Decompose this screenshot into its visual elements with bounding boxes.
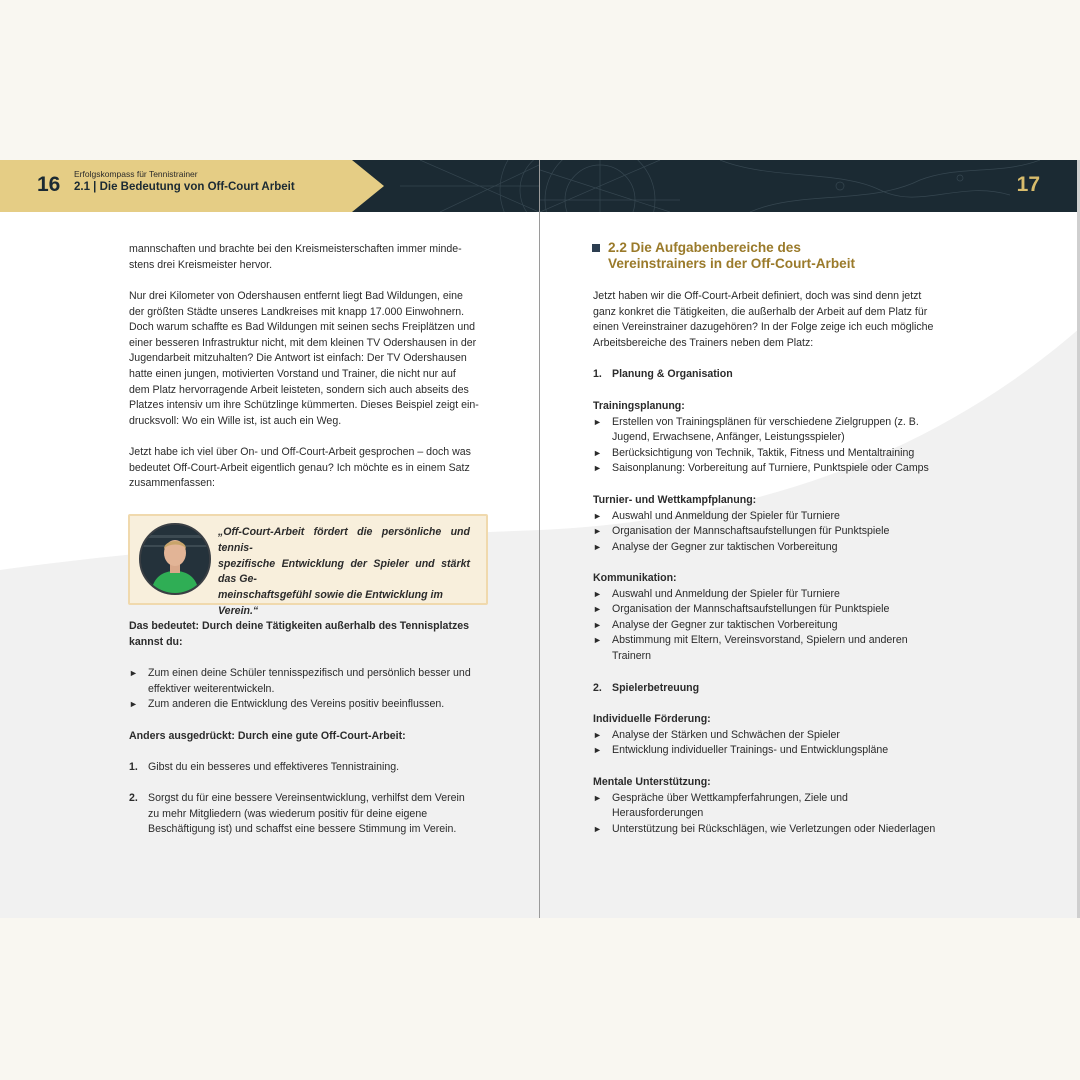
book-spread bbox=[0, 160, 1080, 918]
numbered-item: 2. Sorgst du für eine bessere Vereinsentwicklung, verhilfst dem Verein zu mehr Mitgliedern (was wiederum positiv für deine eigene Beschäftigung ist) und schaffst eine bessere Stimmung im Verein. bbox=[129, 792, 465, 836]
subsection-heading: 2. Spielerbetreuung bbox=[593, 682, 700, 694]
book-title: Erfolgskompass für Tennistrainer bbox=[74, 169, 198, 179]
task-group: Kommunikation: ► Auswahl und Anmeldung der Spieler für Turniere ► Organisation der Mannschaftsaufstellungen für Punktspiele ► Analyse der Gegner zur taktischen Vorbereitung ► Abstimmung mit Eltern, Vereinsvorstand, Spielern und anderen Trainern bbox=[593, 572, 908, 662]
paragraph: Nur drei Kilometer von Odershausen entfernt liegt Bad Wildungen, eine der größten Städte unseres Landkreises mit knapp 17.000 Einwohnern. Doch warum schaffte es Bad Wildungen mit seinen sechs Freiplätzen und einer besseren Infrastruktur nicht, mit dem kleinen TV Odershausen in der Jugendarbeit mitzuhalten? Die Antwort ist einfach: Der TV Odershausen hatte einen jungen, motivierten Vorstand und Trainer, die nicht nur auf dem Platz hervorragende Arbeit leisteten, sondern sich auch abseits des Platzes intensiv um ihre Schützlinge kümmerten. Dieses Beispiel zeigt ein- drucksvoll: Wo ein Wille ist, ist auch ein Weg. bbox=[129, 290, 479, 427]
task-group: Mentale Unterstützung: ► Gespräche über Wettkampferfahrungen, Ziele und Herausforderungen ► Unterstützung bei Rückschlägen, wie Verletzungen oder Niederlagen bbox=[593, 776, 936, 835]
book-gutter bbox=[539, 160, 540, 918]
emphasis-paragraph: Das bedeutet: Durch deine Tätigkeiten außerhalb des Tennisplatzes kannst du: bbox=[129, 620, 470, 648]
left-page bbox=[0, 160, 539, 918]
bullet-list bbox=[129, 666, 485, 713]
right-header-band bbox=[540, 160, 1080, 212]
paragraph: Jetzt habe ich viel über On- und Off-Court-Arbeit gesprochen – doch was bedeutet Off-Court-Arbeit eigentlich genau? Ich möchte es in einem Satz zusammenfassen: bbox=[129, 446, 471, 490]
paragraph: mannschaften und brachte bei den Kreismeisterschaften immer minde- stens drei Kreismeister hervor. bbox=[129, 243, 462, 271]
list-item: ► Zum anderen die Entwicklung des Vereins positiv beeinflussen. bbox=[129, 698, 445, 711]
section-marker-icon bbox=[592, 244, 600, 252]
task-group: Individuelle Förderung: ► Analyse der Stärken und Schwächen der Spieler ► Entwicklung individueller Trainings- und Entwicklungspläne bbox=[593, 713, 889, 757]
left-header-band bbox=[0, 160, 539, 212]
section-title: 2.2 Die Aufgabenbereiche des Vereinstrainers in der Off-Court-Arbeit bbox=[608, 240, 855, 271]
chapter-title: 2.1 | Die Bedeutung von Off-Court Arbeit bbox=[74, 181, 295, 193]
task-group: Trainingsplanung: ► Erstellen von Trainingsplänen für verschiedene Zielgruppen (z. B. Jugend, Erwachsene, Anfänger, Leistungsspieler) ► Berücksichtigung von Technik, Taktik, Fitness und Mentaltraining ► Saisonplanung: Vorbereitung auf Turniere, Punktspiele oder Camps bbox=[593, 400, 929, 475]
quote-text: „Off-Court-Arbeit fördert die persönliche und tennis- spezifische Entwicklung der Spieler und stärkt das Ge- meinschaftsgefühl sowie die Entwicklung im Verein.“ bbox=[218, 526, 470, 617]
page-number: 16 bbox=[37, 173, 61, 196]
task-group: Turnier- und Wettkampfplanung: ► Auswahl und Anmeldung der Spieler für Turniere ► Organisation der Mannschaftsaufstellungen für Punktspiele ► Analyse der Gegner zur taktischen Vorbereitung bbox=[593, 494, 890, 553]
subsection-heading: 1. Planung & Organisation bbox=[593, 368, 733, 380]
intro-paragraph: Jetzt haben wir die Off-Court-Arbeit definiert, doch was sind denn jetzt ganz konkret die Tätigkeiten, die außerhalb der Arbeit auf dem Platz für einen Vereinstrainer dazugehören? In der Folge zeige ich euch mögliche Arbeitsbereiche des Trainers neben dem Platz: bbox=[593, 290, 934, 349]
right-page bbox=[540, 160, 1080, 918]
map-pattern bbox=[540, 160, 1080, 212]
page-number: 17 bbox=[1016, 173, 1040, 196]
avatar bbox=[139, 523, 211, 595]
numbered-item: 1. Gibst du ein besseres und effektiveres Tennistraining. bbox=[129, 761, 400, 773]
list-item: ► Zum einen deine Schüler tennisspezifisch und persönlich besser und effektiver weiterentwickeln. bbox=[129, 667, 471, 695]
quote-box bbox=[128, 514, 488, 617]
emphasis-line: Anders ausgedrückt: Durch eine gute Off-Court-Arbeit: bbox=[129, 730, 406, 742]
